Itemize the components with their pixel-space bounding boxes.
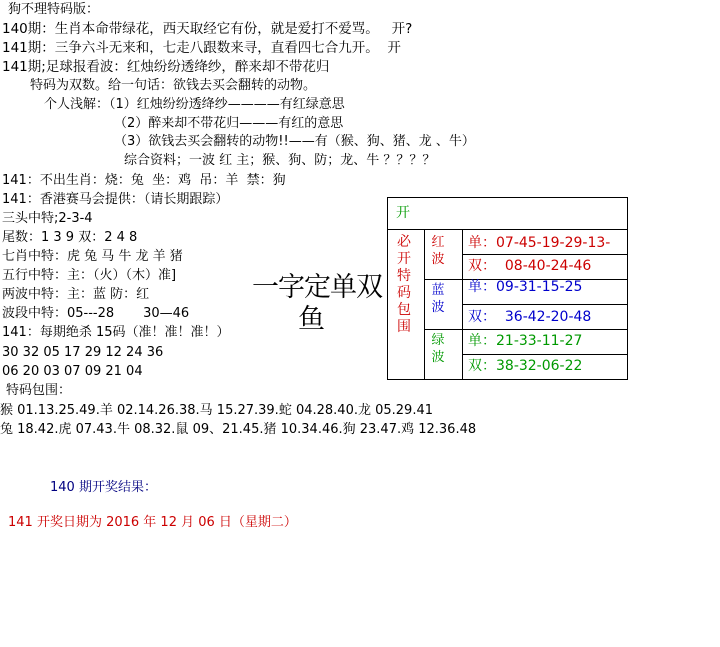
five-elements: 五行中特：主：（火）（木）准]: [2, 268, 177, 283]
divider-blue-green: [424, 329, 627, 330]
divider-green-rows: [462, 354, 627, 355]
blue-single: 单：09-31-15-25: [468, 279, 583, 295]
tail-numbers: 尾数：1 3 9 双：2 4 8: [2, 230, 138, 245]
seven-zodiac: 七肖中特：虎 兔 马 牛 龙 羊 猪: [2, 249, 183, 264]
page-title: 狗不理特码版：: [8, 2, 100, 17]
blue-wave-label: 蓝波: [431, 283, 445, 315]
three-heads: 三头中特;2-3-4: [2, 211, 93, 226]
line-141-b: 141期;足球报看波：红烛纷纷透绛纱，醉来却不带花归: [2, 59, 330, 75]
special-cover-title: 特码包围：: [6, 383, 72, 398]
interpretation-3: （3）欲钱去买会翻转的动物!!——有（猴、狗、猪、龙 、牛）: [114, 134, 475, 149]
line-140: 140期：生肖本命带绿花，西天取经它有份，就是爱打不爱骂。 开?: [2, 21, 413, 37]
stamp-line-2: 鱼: [298, 304, 324, 335]
divider-red-rows: [462, 254, 627, 255]
interpretation-2: （2）醉来却不带花归———有红的意思: [114, 116, 344, 131]
special-cover-1: 猴 01.13.25.49.羊 02.14.26.38.马 15.27.39.蛇 04.28.40.龙 05.29.41: [0, 403, 433, 418]
special-cover-2: 兔 18.42.虎 07.43.牛 08.32.鼠 09、21.45.猪 10.34.46.狗 23.47.鸡 12.36.48: [0, 422, 477, 437]
line-141-a: 141期：三争六斗无来和，七走八跟数来寻，直看四七合九开。 开: [2, 40, 401, 56]
hk-jockey-line: 141：香港赛马会提供：（请长期跟踪）: [2, 192, 229, 207]
green-single: 单：21-33-11-27: [468, 333, 583, 349]
two-waves: 两波中特：主：蓝 防：红: [2, 287, 150, 302]
summary-line: 综合资料；一波 红 主；猴、狗、防；龙、牛 ？？？？: [124, 153, 436, 168]
excluded-zodiac: 141：不出生肖：烧：兔 坐：鸡 吊：羊 禁：狗: [2, 173, 286, 188]
numbers-row-1: 30 32 05 17 29 12 24 36: [2, 345, 164, 360]
green-double: 双：38-32-06-22: [468, 358, 583, 374]
wave-range: 波段中特：05---28 30—46: [2, 306, 190, 321]
stamp-text: [252, 272, 382, 336]
prediction-box: [387, 197, 628, 380]
box-header: 开: [388, 198, 627, 230]
green-wave-label: 绿波: [431, 333, 445, 365]
stamp-line-1: 一字定单双: [252, 272, 382, 303]
divider-blue-rows: [462, 304, 627, 305]
line-141-b2: 特码为双数。给一句话：欲钱去买会翻转的动物。: [30, 78, 317, 93]
numbers-row-2: 06 20 03 07 09 21 04: [2, 364, 143, 379]
date-141: 141 开奖日期为 2016 年 12 月 06 日（星期二）: [8, 515, 297, 530]
personal-interpretation: 个人浅解：（1）红烛纷纷透绛纱————有红绿意思: [44, 97, 345, 112]
blue-double: 双： 36-42-20-48: [468, 309, 592, 325]
red-single: 单：07-45-19-29-13-: [468, 235, 611, 251]
box-side-label: 必开特码包围: [397, 234, 411, 335]
red-double: 双： 08-40-24-46: [468, 258, 592, 274]
kill-15: 141：每期绝杀 15码（准！准！准！）: [2, 325, 230, 340]
result-140: 140 期开奖结果：: [50, 480, 157, 495]
red-wave-label: 红波: [431, 235, 445, 267]
